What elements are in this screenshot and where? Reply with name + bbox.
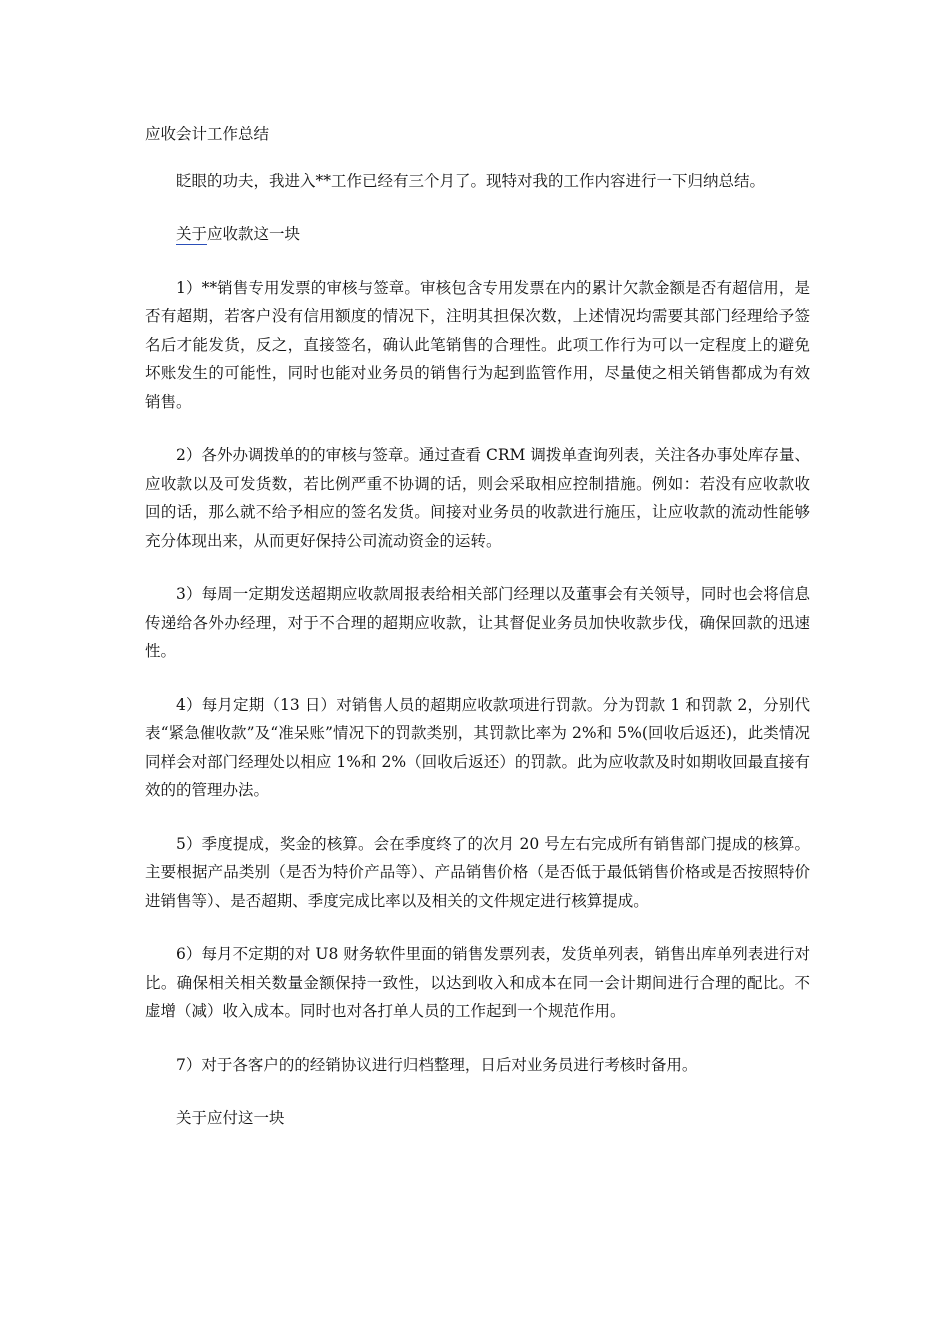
item-paragraph-4: 4）每月定期（13 日）对销售人员的超期应收款项进行罚款。分为罚款 1 和罚款 2，分别代表“紧急催收款”及“准呆账”情况下的罚款类别，其罚款比率为 2%和 5%(回收后返还)，此类情况同样会对部门经理处以相应 1%和 2%（回收后返还）的罚款。此为应收款及时如期收回最直接有效的的管理办法。	[145, 695, 810, 799]
item-paragraph-1: 1）**销售专用发票的审核与签章。审核包含专用发票在内的累计欠款金额是否有超信用，是否有超期，若客户没有信用额度的情况下，注明其担保次数，上述情况均需要其部门经理给予签名后才能发货，反之，直接签名，确认此笔销售的合理性。此项工作行为可以一定程度上的避免坏账发生的可能性，同时也能对业务员的销售行为起到监管作用，尽量使之相关销售都成为有效销售。	[145, 278, 810, 411]
section-heading-rest: 应收款这一块	[207, 225, 301, 243]
item-paragraph-5: 5）季度提成，奖金的核算。会在季度终了的次月 20 号左右完成所有销售部门提成的核算。主要根据产品类别（是否为特价产品等）、产品销售价格（是否低于最低销售价格或是否按照特价进销售等）、是否超期、季度完成比率以及相关的文件规定进行核算提成。	[145, 834, 810, 910]
document-title: 应收会计工作总结	[145, 125, 270, 143]
section-heading-payable: 关于应付这一块	[176, 1109, 285, 1127]
item-paragraph-2: 2）各外办调拨单的的审核与签章。通过查看 CRM 调拨单查询列表，关注各办事处库存量、应收款以及可发货数，若比例严重不协调的话，则会采取相应控制措施。例如：若没有应收款收回的话，那么就不给予相应的签名发货。间接对业务员的收款进行施压，让应收款的流动性能够充分体现出来，从而更好保持公司流动资金的运转。	[145, 446, 810, 550]
item-paragraph-3: 3）每周一定期发送超期应收款周报表给相关部门经理以及董事会有关领导，同时也会将信息传递给各外办经理，对于不合理的超期应收款，让其督促业务员加快收款步伐，确保回款的迅速性。	[145, 585, 810, 660]
document-page	[145, 120, 810, 1158]
underlined-text: 关于	[176, 225, 208, 243]
item-paragraph-6: 6）每月不定期的对 U8 财务软件里面的销售发票列表，发货单列表，销售出库单列表进行对比。确保相关相关数量金额保持一致性，以达到收入和成本在同一会计期间进行合理的配比。不虚增（减）收入成本。同时也对各打单人员的工作起到一个规范作用。	[145, 945, 810, 1020]
item-paragraph-7: 7）对于各客户的的经销协议进行归档整理，日后对业务员进行考核时备用。	[176, 1055, 698, 1074]
section-heading-receivable	[145, 220, 810, 249]
intro-paragraph: 眨眼的功夫，我进入**工作已经有三个月了。现特对我的工作内容进行一下归纳总结。	[176, 171, 766, 190]
